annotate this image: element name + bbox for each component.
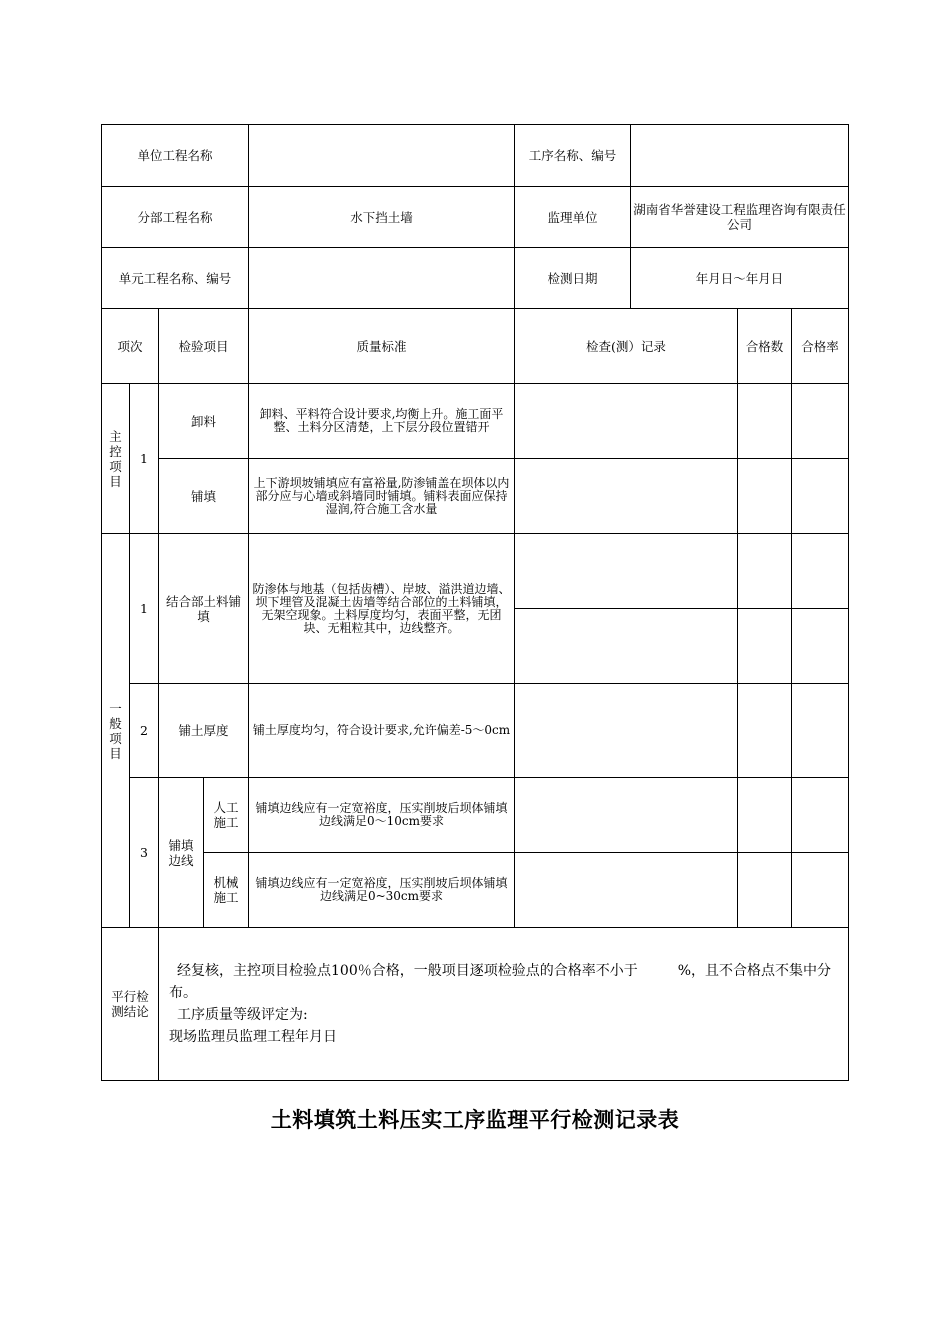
process-label: 工序名称、编号	[515, 125, 631, 187]
pass-rate-cell[interactable]	[792, 384, 849, 459]
pass-rate-cell[interactable]	[792, 609, 849, 684]
conclusion-label: 平行检测结论	[102, 928, 159, 1081]
edge-manual-label: 人工施工	[204, 778, 249, 853]
main-item-unloading: 卸料	[159, 384, 249, 459]
general-item-thickness: 铺土厚度	[159, 684, 249, 778]
edge-machine-label: 机械施工	[204, 853, 249, 928]
main-control-label: 主控项目	[102, 384, 130, 534]
general-no-1: 1	[130, 534, 159, 684]
general-item-joint: 结合部土料铺填	[159, 534, 249, 684]
general-no-3: 3	[130, 778, 159, 928]
general-no-2: 2	[130, 684, 159, 778]
pass-rate-cell[interactable]	[792, 778, 849, 853]
main-standard-spreading: 上下游坝坡铺填应有富裕量,防渗铺盖在坝体以内部分应与心墙或斜墙同时铺填。铺料表面应保持湿润,符合施工含水量	[249, 459, 515, 534]
record-cell[interactable]	[515, 459, 738, 534]
pass-rate-cell[interactable]	[792, 684, 849, 778]
general-standard-joint: 防渗体与地基（包括齿槽）、岸坡、溢洪道边墙、坝下埋管及混凝土齿墙等结合部位的土料铺填，无架空现象。土料厚度均匀，表面平整，无团块、无粗粒其中，边线整齐。	[249, 534, 515, 684]
element-label: 单元工程名称、编号	[102, 248, 249, 309]
pass-count-cell[interactable]	[738, 459, 792, 534]
edge-manual-standard: 铺填边线应有一定宽裕度，压实削坡后坝体铺填边线满足0～10cm要求	[249, 778, 515, 853]
pass-count-cell[interactable]	[738, 384, 792, 459]
general-label: 一般项目	[102, 534, 130, 928]
conclusion-body	[159, 928, 849, 1081]
pass-count-cell[interactable]	[738, 684, 792, 778]
supervisor-value[interactable]: 湖南省华誉建设工程监理咨询有限责任公司	[631, 187, 849, 248]
main-control-no: 1	[130, 384, 159, 534]
document-title: 土料填筑土料压实工序监理平行检测记录表	[270, 1107, 680, 1132]
unit-project-value[interactable]	[249, 125, 515, 187]
main-item-spreading: 铺填	[159, 459, 249, 534]
pass-count-cell[interactable]	[738, 853, 792, 928]
col-pass-rate: 合格率	[792, 309, 849, 384]
col-quality-standard: 质量标准	[249, 309, 515, 384]
supervisor-label: 监理单位	[515, 187, 631, 248]
record-cell[interactable]	[515, 684, 738, 778]
sub-project-value[interactable]: 水下挡土墙	[249, 187, 515, 248]
general-item-edge: 铺填边线	[159, 778, 204, 928]
general-standard-thickness: 铺土厚度均匀，符合设计要求,允许偏差-5～0cm	[249, 684, 515, 778]
col-item-no: 项次	[102, 309, 159, 384]
pass-rate-cell[interactable]	[792, 853, 849, 928]
process-value[interactable]	[631, 125, 849, 187]
date-label: 检测日期	[515, 248, 631, 309]
pass-count-cell[interactable]	[738, 534, 792, 609]
conclusion-sign: 现场监理员监理工程年月日	[169, 1029, 337, 1045]
record-cell[interactable]	[515, 534, 738, 609]
sub-project-label: 分部工程名称	[102, 187, 249, 248]
pass-count-cell[interactable]	[738, 778, 792, 853]
col-pass-count: 合格数	[738, 309, 792, 384]
col-inspection-item: 检验项目	[159, 309, 249, 384]
edge-machine-standard: 铺填边线应有一定宽裕度，压实削坡后坝体铺填边线满足0~30cm要求	[249, 853, 515, 928]
col-record: 检查(测）记录	[515, 309, 738, 384]
date-value[interactable]: 年月日～年月日	[631, 248, 849, 309]
main-standard-unloading: 卸料、平料符合设计要求,均衡上升。施工面平整、土料分区清楚，上下层分段位置错开	[249, 384, 515, 459]
pass-count-cell[interactable]	[738, 609, 792, 684]
conclusion-text: 经复核，主控项目检验点100％合格，一般项目逐项检验点的合格率不小于 %，且不合格点不集中分布。	[169, 963, 832, 1001]
record-cell[interactable]	[515, 384, 738, 459]
inspection-record-table	[101, 124, 849, 1081]
record-cell[interactable]	[515, 778, 738, 853]
conclusion-grade: 工序质量等级评定为:	[177, 1007, 308, 1023]
record-cell[interactable]	[515, 853, 738, 928]
pass-rate-cell[interactable]	[792, 459, 849, 534]
pass-rate-cell[interactable]	[792, 534, 849, 609]
element-value[interactable]	[249, 248, 515, 309]
unit-project-label: 单位工程名称	[102, 125, 249, 187]
record-cell[interactable]	[515, 609, 738, 684]
